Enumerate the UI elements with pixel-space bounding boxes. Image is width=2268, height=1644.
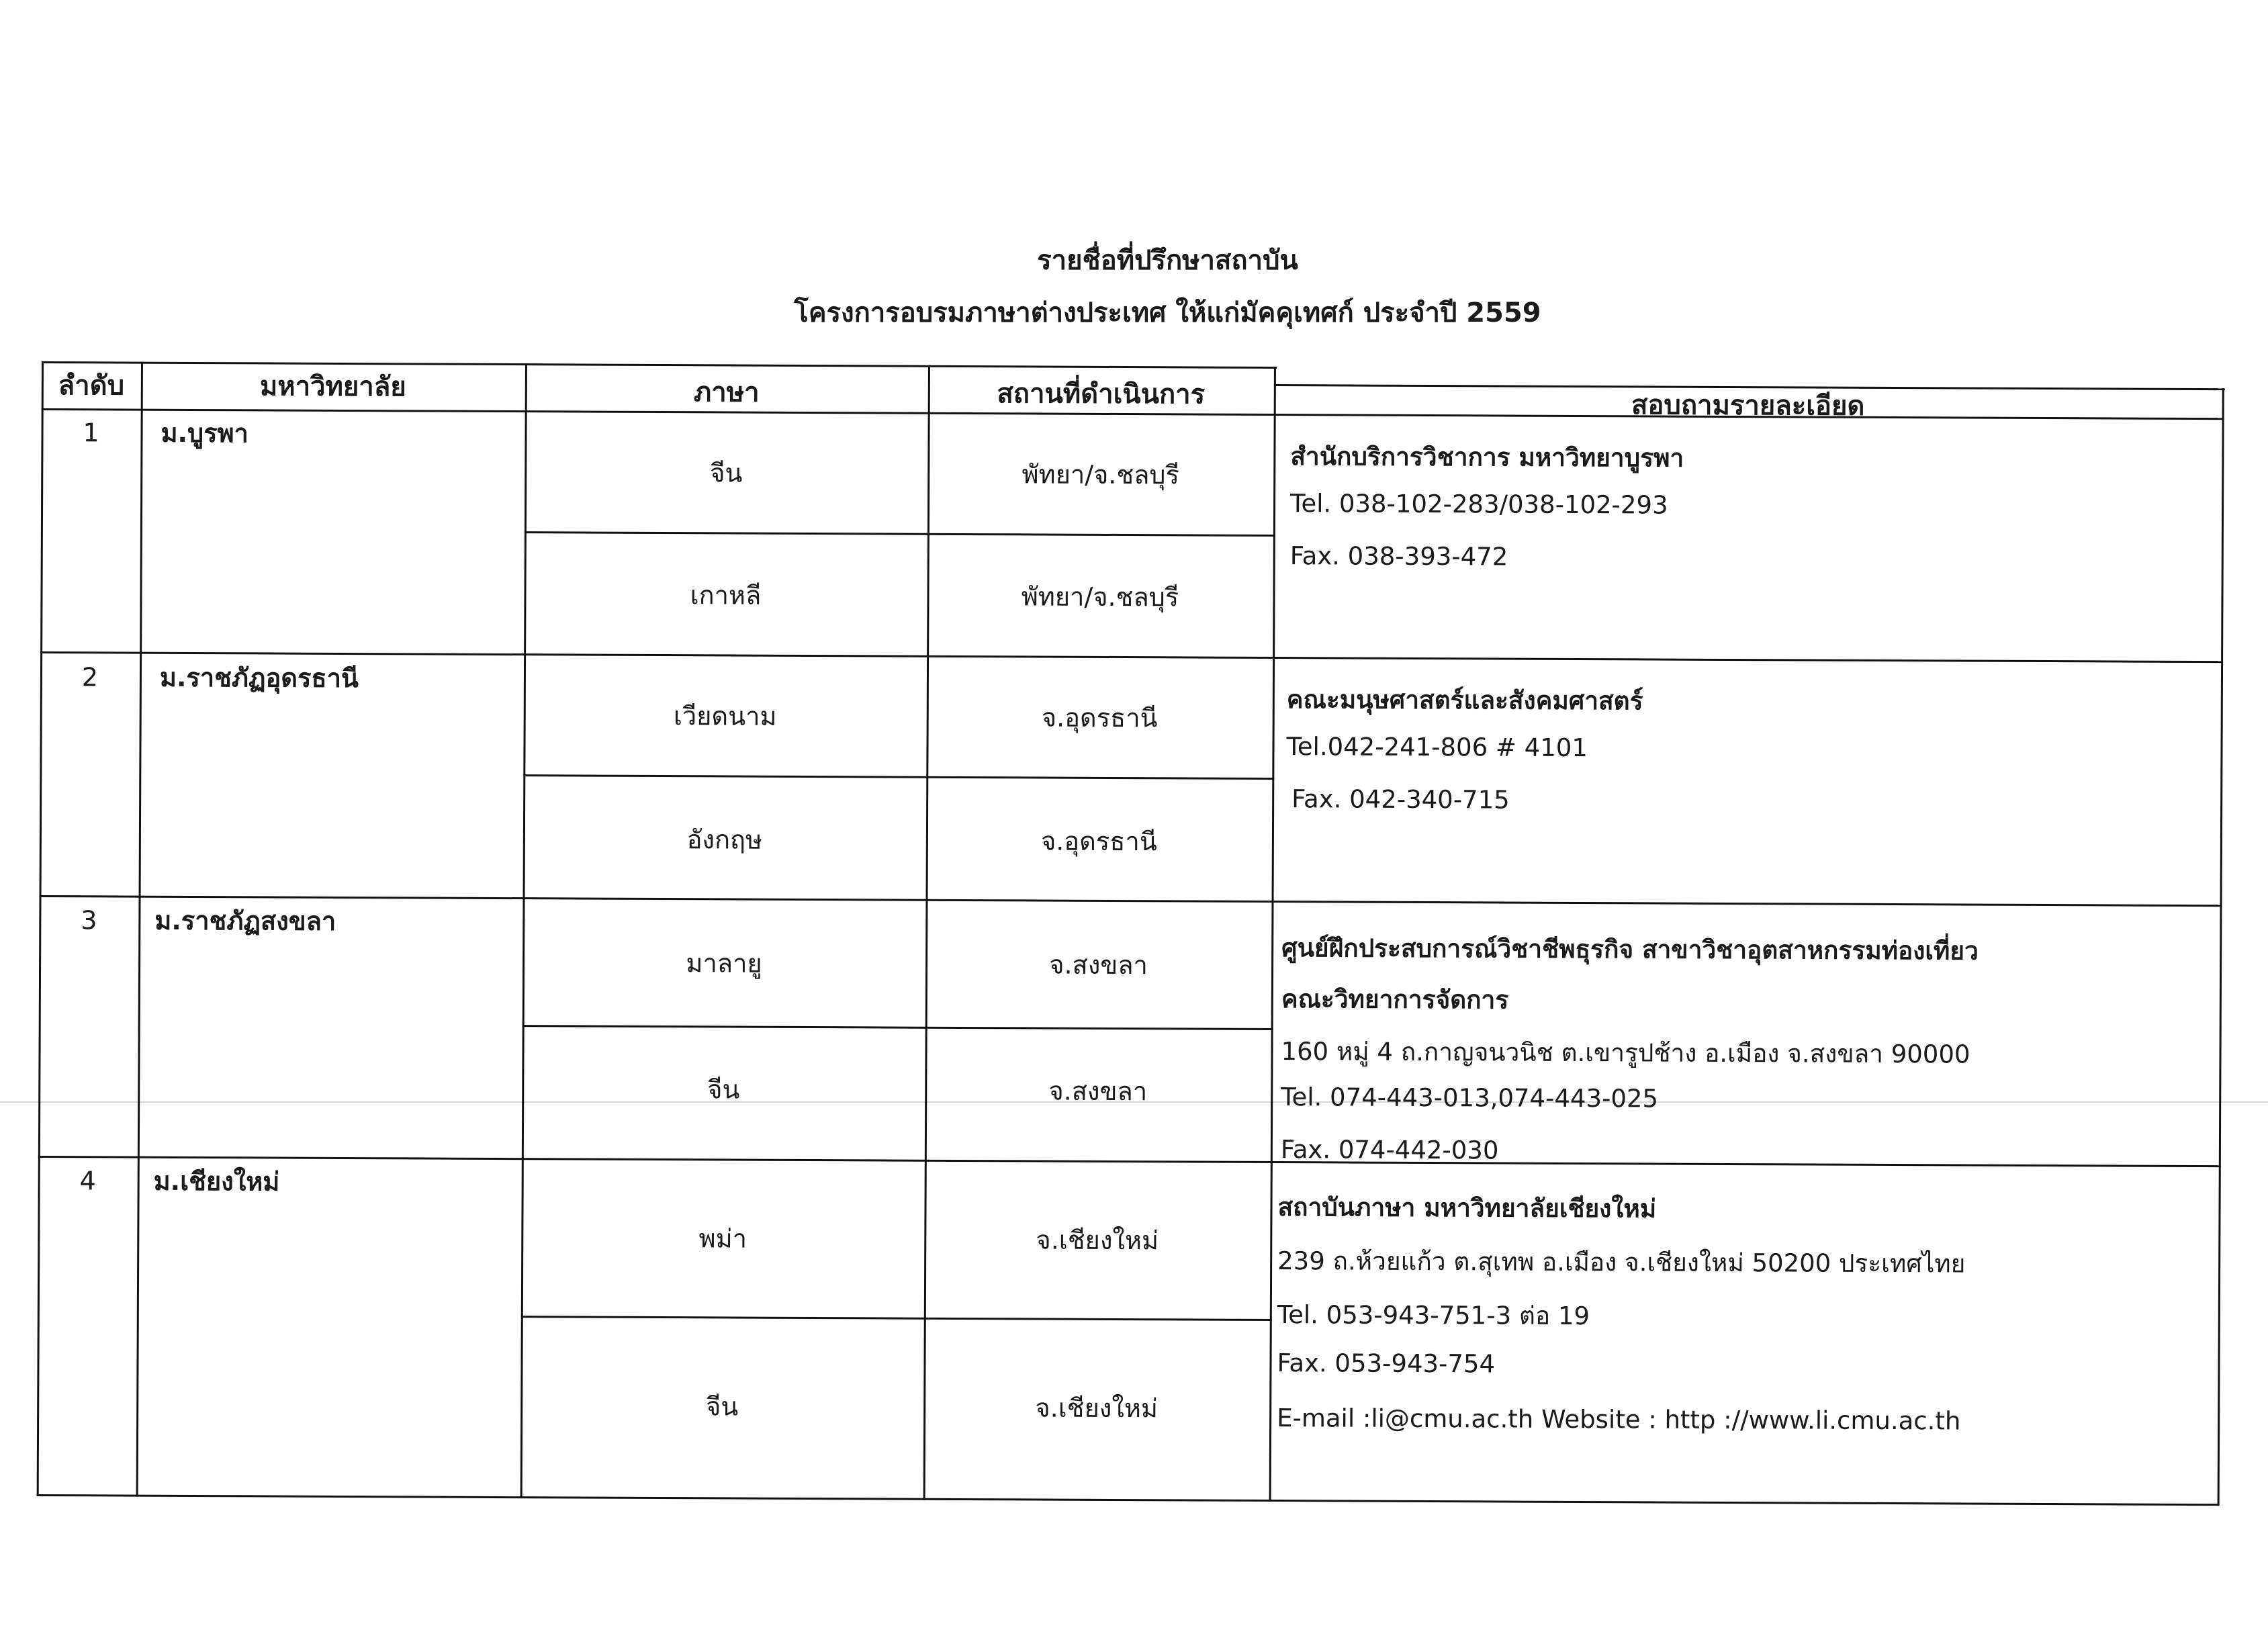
row2-contact-org: คณะมนุษศาสตร์และสังคมศาสตร์ [1286, 685, 1643, 716]
row2-language-1: เวียดนาม [673, 701, 777, 731]
row2-course-divider [523, 774, 1274, 780]
row-divider-1 [40, 651, 2223, 663]
row2-university: ม.ราชภัฏอุดรธานี [159, 662, 359, 694]
document-title: รายชื่อที่ปรึกษาสถาบัน [1037, 245, 1298, 276]
col-divider-university [520, 363, 527, 1498]
row1-university: ม.บูรพา [161, 418, 249, 449]
row1-contact-tel: Tel. 038-102-283/038-102-293 [1290, 489, 1668, 520]
col-divider-location [1269, 367, 1276, 1502]
header-location: สถานที่ดำเนินการ [997, 378, 1206, 410]
row-divider-2 [40, 895, 2222, 907]
row1-location-2: พัทยา/จ.ชลบุรี [1021, 582, 1179, 612]
col-border-right [2218, 388, 2224, 1506]
row3-location-1: จ.สงขลา [1049, 950, 1148, 980]
row1-language-2: เกาหลี [690, 580, 762, 610]
row1-contact-org: สำนักบริการวิชาการ มหาวิทยาบูรพา [1290, 442, 1684, 473]
row3-course-divider [523, 1025, 1273, 1030]
advisor-table [37, 361, 2224, 1506]
row1-language-1: จีน [710, 458, 743, 488]
row4-language-2: จีน [705, 1391, 739, 1422]
row3-contact-tel: Tel. 074-443-013,074-443-025 [1281, 1083, 1659, 1113]
row3-university: ม.ราชภัฏสงขลา [154, 905, 336, 936]
row4-university: ม.เชียงใหม่ [153, 1166, 280, 1197]
row3-no: 3 [81, 905, 97, 935]
row1-no: 1 [83, 418, 99, 448]
row3-contact-address: 160 หมู่ 4 ถ.กาญจนวนิช ต.เขารูปช้าง อ.เมือง จ.สงขลา 90000 [1281, 1037, 1970, 1069]
row3-location-2: จ.สงขลา [1048, 1076, 1148, 1107]
table-border-bottom [37, 1494, 2220, 1506]
row2-location-2: จ.อุดรธานี [1040, 826, 1157, 857]
header-contact: สอบถามรายละเอียด [1631, 390, 1865, 422]
row4-contact-email-website: E-mail :li@cmu.ac.th Website : http ://www.li.cmu.ac.th [1277, 1404, 1961, 1436]
row2-location-1: จ.อุดรธานี [1041, 702, 1158, 733]
row4-contact-org: สถาบันภาษา มหาวิทยาลัยเชียงใหม่ [1277, 1193, 1657, 1224]
row3-language-2: จีน [707, 1075, 740, 1105]
row4-location-1: จ.เชียงใหม่ [1036, 1225, 1159, 1256]
document-subtitle: โครงการอบรมภาษาต่างประเทศ ให้แก่มัคคุเทศก์ ประจำปี 2559 [794, 298, 1541, 328]
row4-language-1: พม่า [698, 1224, 747, 1254]
row2-contact-fax: Fax. 042-340-715 [1291, 784, 1510, 815]
row1-location-1: พัทยา/จ.ชลบุรี [1022, 459, 1180, 490]
header-university: มหาวิทยาลัย [259, 371, 406, 403]
row3-language-1: มาลายู [686, 948, 762, 978]
row4-location-2: จ.เชียงใหม่ [1035, 1393, 1159, 1424]
row4-no: 4 [79, 1166, 96, 1196]
row4-course-divider [521, 1316, 1272, 1321]
row3-contact-faculty: คณะวิทยาการจัดการ [1281, 985, 1509, 1015]
header-language: ภาษา [693, 377, 760, 408]
table-border-top-left [42, 361, 1277, 369]
row4-contact-address: 239 ถ.ห้วยแก้ว ต.สุเทพ อ.เมือง จ.เชียงใหม่ 50200 ประเทศไทย [1277, 1246, 1966, 1279]
row4-contact-tel: Tel. 053-943-751-3 ต่อ 19 [1277, 1300, 1590, 1331]
row2-no: 2 [81, 662, 99, 692]
row2-contact-tel: Tel.042-241-806 # 4101 [1286, 732, 1588, 763]
col-divider-language [923, 365, 930, 1500]
row1-contact-fax: Fax. 038-393-472 [1289, 541, 1508, 572]
row1-course-divider [525, 531, 1275, 537]
row-divider-3 [38, 1156, 2221, 1167]
row4-contact-fax: Fax. 053-943-754 [1277, 1349, 1496, 1379]
row3-contact-org: ศูนย์ฝึกประสบการณ์วิชาชีพธุรกิจ สาขาวิชาอุตสาหกรรมท่องเที่ยว [1281, 933, 1979, 966]
header-no: ลำดับ [58, 370, 125, 402]
row2-language-2: อังกฤษ [686, 825, 763, 855]
row3-contact-fax: Fax. 074-442-030 [1280, 1135, 1499, 1165]
